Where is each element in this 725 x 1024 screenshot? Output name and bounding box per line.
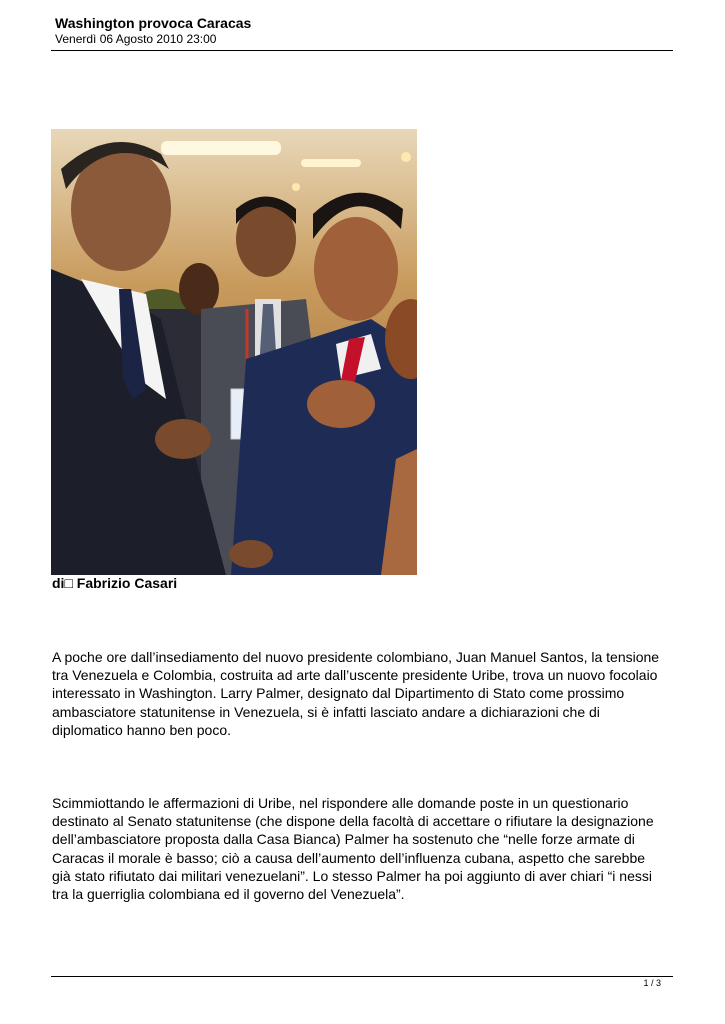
page-number: 1 / 3: [643, 978, 661, 988]
footer-rule: [51, 976, 673, 977]
article-byline: di□ Fabrizio Casari: [52, 575, 178, 591]
article-date: Venerdì 06 Agosto 2010 23:00: [55, 32, 217, 46]
article-photo: [51, 129, 417, 575]
document-header: [55, 15, 673, 47]
article-paragraph: A poche ore dall’insediamento del nuovo presidente colombiano, Juan Manuel Santos, la tensione tra Venezuela e Colombia, costruita ad arte dall’uscente presidente Uribe, trova un nuovo focolaio interessato in Washington. Larry Palmer, designato dal Dipartimento di Stato come prossimo ambasciatore statunitense in Venezuela, si è infatti lasciato andare a dichiarazioni che di diplomatico hanno ben poco.: [52, 649, 660, 738]
article-title: Washington provoca Caracas: [55, 15, 252, 31]
header-rule: [51, 50, 673, 51]
article-paragraph: Scimmiottando le affermazioni di Uribe, nel rispondere alle domande poste in un questionario destinato al Senato statunitense (che dispone della facoltà di accettare o rifiutare la designazione dell’ambasciatore proposta dalla Casa Bianca) Palmer ha sostenuto che “nelle forze armate di Caracas il morale è basso; ciò a causa dell’aumento dell’influenza cubana, aspetto che sarebbe già stato rifiutato dai militari venezuelani”. Lo stesso Palmer ha poi aggiunto di aver chiari “i nessi tra la guerriglia colombiana ed il governo del Venezuela”.: [52, 795, 654, 903]
